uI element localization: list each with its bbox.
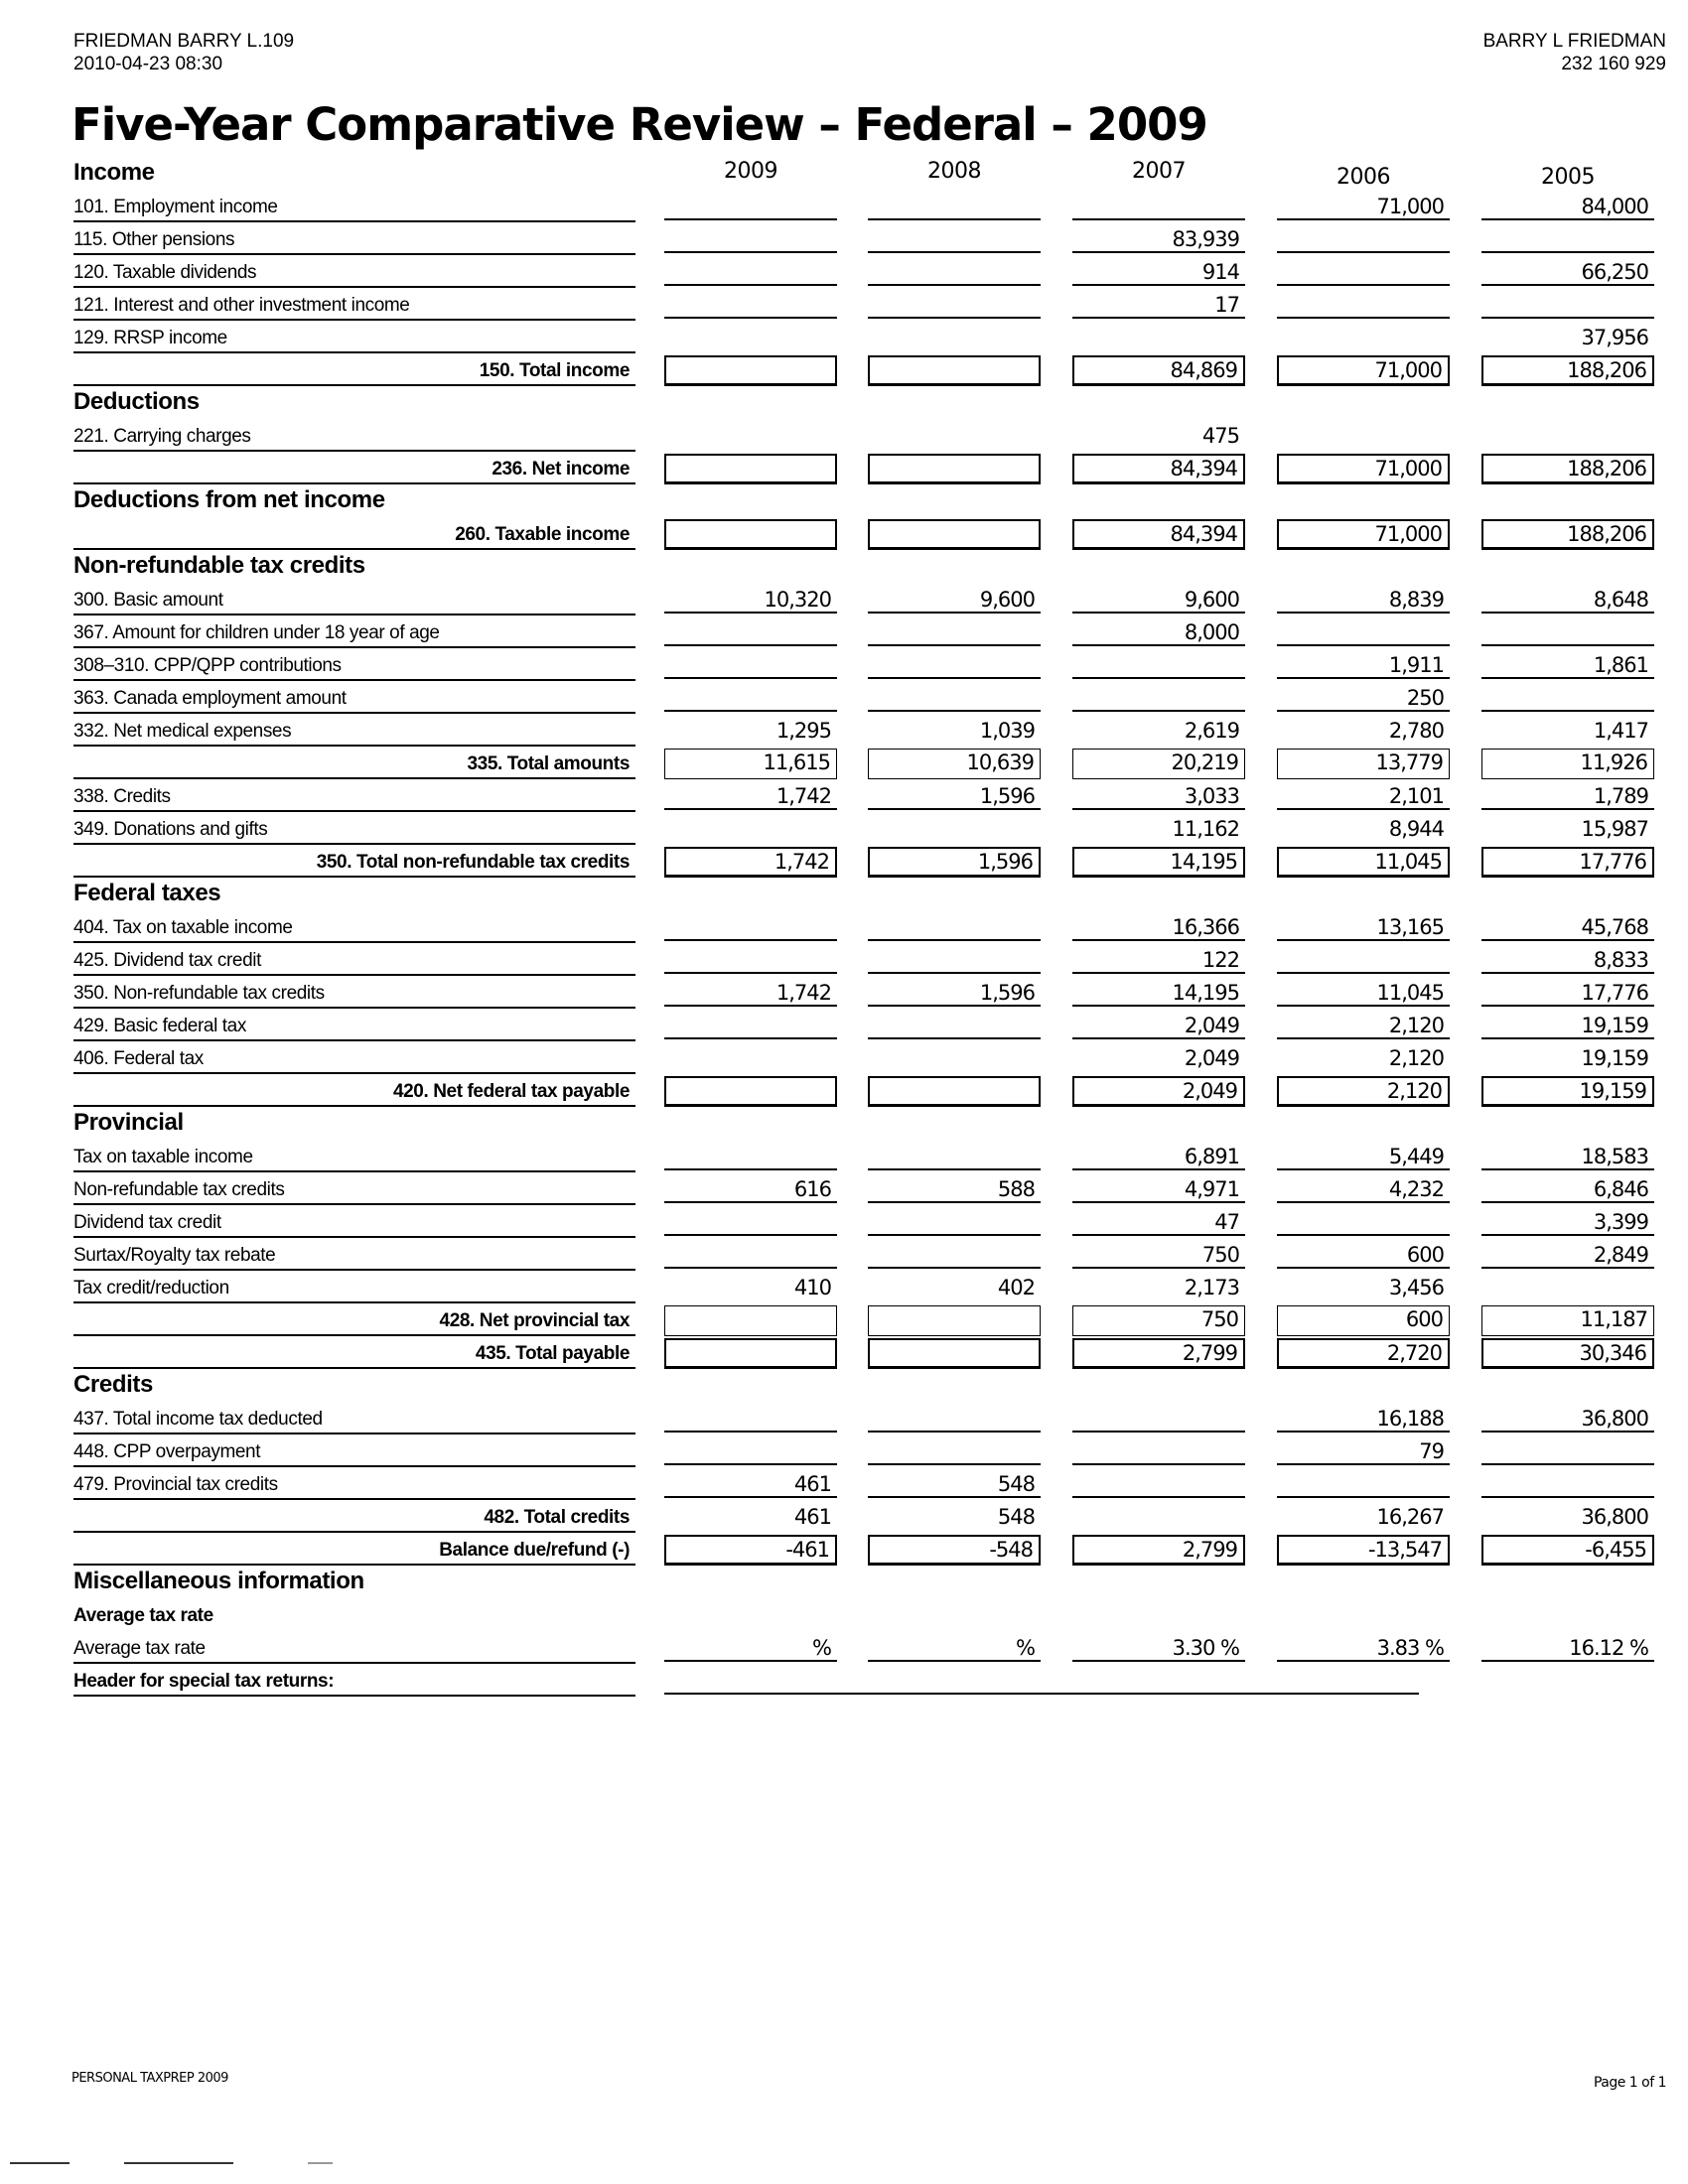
value-cell-2006: 2,101	[1277, 783, 1450, 810]
value-cell-2005: 18,583	[1481, 1144, 1654, 1170]
value-cell-2006: 79	[1277, 1438, 1450, 1465]
value-cell-2007: 914	[1072, 259, 1245, 286]
row-label: 300. Basic amount	[73, 589, 635, 615]
comparative-table	[73, 157, 1670, 1697]
value-cell-2007: 2,173	[1184, 1276, 1239, 1299]
value-cell-2006	[1277, 619, 1450, 646]
value-cell-2005	[1481, 1275, 1654, 1301]
value-cell-2007: 2,799	[1072, 1535, 1245, 1566]
value-cell-2006: 1,911	[1277, 652, 1450, 679]
value-cell-2009	[664, 1305, 837, 1336]
table-row	[73, 222, 1670, 255]
value-cell-2009: 461	[664, 1471, 837, 1498]
value-cell-2005: 1,789	[1481, 783, 1654, 810]
row-label: Dividend tax credit	[73, 1211, 635, 1238]
value-cell-2007: 16,366	[1072, 914, 1245, 941]
value-cell-2006: 13,165	[1277, 914, 1450, 941]
value-cell-2007	[1072, 1471, 1245, 1498]
table-row	[73, 517, 1670, 550]
value-cell-2005: 188,206	[1481, 355, 1654, 386]
row-label: 367. Amount for children under 18 year of age	[73, 621, 635, 648]
value-cell-2008: 1,596	[868, 847, 1041, 878]
table-row	[73, 1533, 1670, 1566]
section-heading	[73, 484, 1670, 517]
row-label: 350. Non-refundable tax credits	[73, 982, 635, 1009]
value-cell-2009	[664, 194, 837, 220]
table-row	[73, 1336, 1670, 1369]
value-cell-2008	[868, 1076, 1041, 1107]
value-cell-2007	[1072, 1438, 1245, 1465]
row-label: 435. Total payable	[73, 1342, 635, 1369]
value-cell-2006	[1277, 423, 1450, 450]
value-cell-2009	[664, 226, 837, 253]
value-cell-2008	[868, 519, 1041, 550]
table-row	[73, 1271, 1670, 1303]
value-cell-2005	[1481, 619, 1654, 646]
value-cell-2007: 47	[1072, 1209, 1245, 1236]
value-cell-2007: 122	[1072, 947, 1245, 974]
value-cell-2006: 16,188	[1277, 1406, 1450, 1433]
value-cell-2008	[868, 1305, 1041, 1336]
value-cell-2005: 37,956	[1581, 326, 1648, 349]
value-cell-2005: 188,206	[1481, 454, 1654, 484]
value-cell-2006: 2,120	[1277, 1013, 1450, 1039]
table-row	[73, 1074, 1670, 1107]
value-cell-2008: 548	[868, 1471, 1041, 1498]
value-cell-2009	[664, 519, 837, 550]
row-label: 404. Tax on taxable income	[73, 916, 635, 943]
file-header	[73, 30, 294, 75]
taxpayer-sin: 232 160 929	[1561, 54, 1666, 74]
section-heading	[73, 1566, 1670, 1598]
value-cell-2006	[1277, 259, 1450, 286]
row-label: 363. Canada employment amount	[73, 687, 635, 714]
table-row	[73, 1172, 1670, 1205]
value-cell-2007: 83,939	[1072, 226, 1245, 253]
value-cell-2009	[664, 1013, 837, 1039]
value-cell-2009	[664, 1144, 837, 1170]
value-cell-2006: 13,779	[1277, 749, 1450, 779]
table-row	[73, 910, 1670, 943]
section-heading	[73, 1107, 1670, 1140]
value-cell-2007: 2,049	[1184, 1046, 1239, 1070]
value-cell-2006: 8,839	[1277, 587, 1450, 614]
value-cell-2005: 17,776	[1481, 847, 1654, 878]
value-cell-2006: 16,267	[1376, 1505, 1444, 1529]
value-cell-2005: 15,987	[1581, 817, 1648, 841]
value-cell-2006: 71,000	[1277, 355, 1450, 386]
file-id: FRIEDMAN BARRY L.109	[73, 31, 295, 52]
value-cell-2008	[868, 292, 1041, 319]
value-cell-2005: 11,926	[1481, 749, 1654, 779]
scan-artifacts	[10, 2162, 328, 2164]
value-cell-2005: 3,399	[1481, 1209, 1654, 1236]
value-cell-2006: 2,780	[1388, 719, 1444, 743]
year-column-header: 2006	[1336, 165, 1390, 190]
value-cell-2008	[868, 652, 1041, 679]
value-cell-2006: 250	[1277, 685, 1450, 712]
table-row	[73, 583, 1670, 615]
row-label: 115. Other pensions	[73, 228, 635, 255]
value-cell-2009: 10,320	[664, 587, 837, 614]
table-row	[73, 779, 1670, 812]
table-row	[73, 1009, 1670, 1041]
row-label: 425. Dividend tax credit	[73, 949, 635, 976]
value-cell-2005: 45,768	[1481, 914, 1654, 941]
value-cell-2009	[664, 259, 837, 286]
value-cell-2005: 19,159	[1581, 1046, 1648, 1070]
section-heading-label: Provincial	[73, 1109, 184, 1136]
value-cell-2008: %	[868, 1635, 1041, 1662]
value-cell-2005	[1481, 226, 1654, 253]
value-cell-2007: 3.30 %	[1072, 1635, 1245, 1662]
year-column-header: 2009	[724, 159, 777, 184]
value-cell-2008	[868, 1438, 1041, 1465]
year-column-header: 2007	[1132, 159, 1186, 184]
value-cell-2005: 1,861	[1481, 652, 1654, 679]
value-cell-2008: 10,639	[868, 749, 1041, 779]
section-heading-label: Non-refundable tax credits	[73, 552, 365, 579]
value-cell-2008	[868, 423, 1041, 450]
table-row	[73, 943, 1670, 976]
section-heading-label: Deductions	[73, 388, 200, 415]
row-label: 236. Net income	[73, 458, 635, 484]
value-cell-2009: 1,742	[664, 980, 837, 1007]
row-label: Average tax rate	[73, 1605, 213, 1626]
value-cell-2007	[1072, 1406, 1245, 1433]
value-cell-2007: 2,799	[1072, 1338, 1245, 1369]
value-cell-2009: 410	[793, 1276, 831, 1299]
value-cell-2007: 84,869	[1072, 355, 1245, 386]
value-cell-2005: 8,833	[1481, 947, 1654, 974]
value-cell-2008	[868, 816, 1041, 843]
table-row	[73, 353, 1670, 386]
value-cell-2006	[1277, 947, 1450, 974]
table-row	[73, 1303, 1670, 1336]
value-cell-2009	[664, 454, 837, 484]
table-row	[73, 1598, 1670, 1631]
value-cell-2009	[664, 325, 837, 351]
row-label: 101. Employment income	[73, 196, 635, 222]
value-cell-2007: 14,195	[1072, 980, 1245, 1007]
row-label: 479. Provincial tax credits	[73, 1473, 635, 1500]
table-row	[73, 648, 1670, 681]
value-cell-2008: -548	[868, 1535, 1041, 1566]
value-cell-2008	[868, 1406, 1041, 1433]
value-cell-2009	[664, 1076, 837, 1107]
row-label: 349. Donations and gifts	[73, 818, 635, 845]
value-cell-2006: 71,000	[1277, 194, 1450, 220]
value-cell-2007: 14,195	[1072, 847, 1245, 878]
value-cell-2008	[868, 947, 1041, 974]
value-cell-2005: 66,250	[1481, 259, 1654, 286]
value-cell-2008: 1,596	[868, 783, 1041, 810]
table-row	[73, 1238, 1670, 1271]
value-cell-2008	[868, 685, 1041, 712]
row-label: Header for special tax returns:	[73, 1670, 635, 1697]
value-cell-2009: -461	[664, 1535, 837, 1566]
section-heading-label: Federal taxes	[73, 880, 221, 906]
table-row	[73, 419, 1670, 452]
table-row	[73, 747, 1670, 779]
value-cell-2009	[664, 914, 837, 941]
section-heading-label: Income	[73, 159, 155, 186]
value-cell-2008	[868, 1013, 1041, 1039]
value-cell-2007	[1072, 652, 1245, 679]
value-cell-2009: 1,742	[664, 783, 837, 810]
table-row	[73, 1500, 1670, 1533]
section-heading	[73, 1369, 1670, 1402]
value-cell-2007: 750	[1072, 1305, 1245, 1336]
value-cell-2009	[664, 947, 837, 974]
print-datetime: 2010-04-23 08:30	[73, 54, 223, 74]
value-cell-2009	[664, 1045, 837, 1072]
value-cell-2007	[1072, 194, 1245, 220]
value-cell-2005: 30,346	[1481, 1338, 1654, 1369]
value-cell-2005: 6,846	[1481, 1176, 1654, 1203]
table-row	[73, 615, 1670, 648]
value-cell-2006	[1277, 325, 1450, 351]
value-cell-2009	[664, 652, 837, 679]
special-returns-field-line	[664, 1693, 1419, 1695]
section-heading	[73, 550, 1670, 583]
value-cell-2006: 2,120	[1277, 1076, 1450, 1107]
table-row	[73, 681, 1670, 714]
value-cell-2006	[1277, 1209, 1450, 1236]
table-row	[73, 1434, 1670, 1467]
section-heading-label: Miscellaneous information	[73, 1568, 364, 1594]
section-heading	[73, 386, 1670, 419]
value-cell-2009	[664, 1338, 837, 1369]
value-cell-2009	[664, 423, 837, 450]
value-cell-2007	[1072, 1504, 1245, 1531]
row-label: Balance due/refund (-)	[73, 1539, 635, 1566]
row-label: 335. Total amounts	[73, 752, 635, 779]
value-cell-2009	[664, 1438, 837, 1465]
value-cell-2008	[868, 1338, 1041, 1369]
value-cell-2009	[664, 619, 837, 646]
value-cell-2006: 11,045	[1277, 847, 1450, 878]
year-column-header: 2005	[1541, 165, 1595, 190]
value-cell-2005	[1481, 423, 1654, 450]
value-cell-2009: 11,615	[664, 749, 837, 779]
value-cell-2007: 3,033	[1072, 783, 1245, 810]
row-label: 121. Interest and other investment income	[73, 294, 635, 321]
value-cell-2008: 1,596	[868, 980, 1041, 1007]
row-label: Tax credit/reduction	[73, 1277, 635, 1303]
value-cell-2008	[868, 1242, 1041, 1269]
value-cell-2008	[868, 325, 1041, 351]
value-cell-2006: 11,045	[1277, 980, 1450, 1007]
table-row	[73, 321, 1670, 353]
value-cell-2006	[1277, 1471, 1450, 1498]
value-cell-2008	[868, 194, 1041, 220]
value-cell-2006: 71,000	[1277, 454, 1450, 484]
value-cell-2009	[664, 816, 837, 843]
value-cell-2006: 600	[1277, 1242, 1450, 1269]
value-cell-2008: 402	[997, 1276, 1035, 1299]
report-title: Five-Year Comparative Review – Federal – 2009	[71, 98, 1207, 151]
value-cell-2005: 11,187	[1481, 1305, 1654, 1336]
value-cell-2005: 17,776	[1481, 980, 1654, 1007]
table-row	[73, 1467, 1670, 1500]
table-row	[73, 812, 1670, 845]
table-row	[73, 1041, 1670, 1074]
row-label: 350. Total non-refundable tax credits	[73, 851, 635, 878]
value-cell-2006	[1277, 292, 1450, 319]
value-cell-2006: 4,232	[1277, 1176, 1450, 1203]
value-cell-2007: 17	[1072, 292, 1245, 319]
row-label: 120. Taxable dividends	[73, 261, 635, 288]
value-cell-2006: 8,944	[1388, 817, 1444, 841]
value-cell-2005: 8,648	[1481, 587, 1654, 614]
value-cell-2008	[868, 1144, 1041, 1170]
value-cell-2005	[1481, 685, 1654, 712]
value-cell-2009: 461	[793, 1505, 831, 1529]
value-cell-2007: 475	[1201, 424, 1239, 448]
value-cell-2005: 36,800	[1481, 1406, 1654, 1433]
table-row	[73, 976, 1670, 1009]
taxpayer-name: BARRY L FRIEDMAN	[1482, 31, 1666, 52]
value-cell-2007	[1072, 685, 1245, 712]
value-cell-2005	[1481, 1471, 1654, 1498]
value-cell-2008	[868, 454, 1041, 484]
table-row	[73, 1140, 1670, 1172]
value-cell-2005: 188,206	[1481, 519, 1654, 550]
value-cell-2007	[1072, 325, 1245, 351]
row-label: 437. Total income tax deducted	[73, 1408, 635, 1434]
row-label: 406. Federal tax	[73, 1047, 635, 1074]
value-cell-2006	[1277, 226, 1450, 253]
table-row	[73, 845, 1670, 878]
value-cell-2007: 84,394	[1072, 519, 1245, 550]
value-cell-2005: 2,849	[1481, 1242, 1654, 1269]
value-cell-2007: 4,971	[1072, 1176, 1245, 1203]
value-cell-2008: 9,600	[868, 587, 1041, 614]
value-cell-2007: 9,600	[1072, 587, 1245, 614]
value-cell-2009	[664, 1406, 837, 1433]
section-heading	[73, 157, 1670, 190]
section-heading-label: Deductions from net income	[73, 486, 385, 513]
value-cell-2005: -6,455	[1481, 1535, 1654, 1566]
row-label: 308–310. CPP/QPP contributions	[73, 654, 635, 681]
table-row	[73, 1205, 1670, 1238]
table-row	[73, 288, 1670, 321]
row-label: Surtax/Royalty tax rebate	[73, 1244, 635, 1271]
value-cell-2009: 616	[664, 1176, 837, 1203]
value-cell-2006: 3,456	[1388, 1276, 1444, 1299]
table-row	[73, 452, 1670, 484]
value-cell-2008	[868, 1209, 1041, 1236]
row-label: 332. Net medical expenses	[73, 720, 635, 747]
value-cell-2008	[868, 355, 1041, 386]
taxpayer-header	[1483, 30, 1666, 75]
value-cell-2005: 84,000	[1481, 194, 1654, 220]
value-cell-2008: 548	[997, 1505, 1035, 1529]
row-label: Tax on taxable income	[73, 1146, 635, 1172]
table-row	[73, 1402, 1670, 1434]
value-cell-2005: 19,159	[1481, 1076, 1654, 1107]
software-name: PERSONAL TAXPREP 2009	[71, 2071, 228, 2086]
row-label: 338. Credits	[73, 785, 635, 812]
value-cell-2007: 8,000	[1072, 619, 1245, 646]
page-number: Page 1 of 1	[1593, 2075, 1666, 2091]
value-cell-2007: 2,049	[1072, 1076, 1245, 1107]
value-cell-2009: %	[664, 1635, 837, 1662]
value-cell-2009	[664, 685, 837, 712]
value-cell-2009: 1,742	[664, 847, 837, 878]
value-cell-2007: 750	[1072, 1242, 1245, 1269]
value-cell-2005	[1481, 1438, 1654, 1465]
value-cell-2009	[664, 355, 837, 386]
value-cell-2009	[664, 292, 837, 319]
value-cell-2007: 2,619	[1184, 719, 1239, 743]
section-heading-label: Credits	[73, 1371, 153, 1398]
value-cell-2006: -13,547	[1277, 1535, 1450, 1566]
value-cell-2008	[868, 226, 1041, 253]
table-row	[73, 1631, 1670, 1664]
value-cell-2005: 16.12 %	[1481, 1635, 1654, 1662]
value-cell-2006: 2,720	[1277, 1338, 1450, 1369]
value-cell-2008	[868, 1045, 1041, 1072]
row-label: 428. Net provincial tax	[73, 1309, 635, 1336]
table-row	[73, 714, 1670, 747]
table-row	[73, 255, 1670, 288]
table-row	[73, 1664, 1670, 1697]
value-cell-2009	[664, 1242, 837, 1269]
value-cell-2005: 19,159	[1481, 1013, 1654, 1039]
value-cell-2007: 11,162	[1172, 817, 1239, 841]
value-cell-2006: 71,000	[1277, 519, 1450, 550]
value-cell-2008: 1,039	[979, 719, 1035, 743]
row-label: 221. Carrying charges	[73, 425, 635, 452]
value-cell-2008	[868, 259, 1041, 286]
value-cell-2008: 588	[868, 1176, 1041, 1203]
value-cell-2006: 5,449	[1277, 1144, 1450, 1170]
year-column-header: 2008	[927, 159, 981, 184]
value-cell-2008	[868, 619, 1041, 646]
row-label: 448. CPP overpayment	[73, 1440, 635, 1467]
table-row	[73, 190, 1670, 222]
value-cell-2005: 36,800	[1581, 1505, 1648, 1529]
row-label: 129. RRSP income	[73, 327, 635, 353]
value-cell-2007: 2,049	[1072, 1013, 1245, 1039]
value-cell-2005	[1481, 292, 1654, 319]
value-cell-2007: 20,219	[1072, 749, 1245, 779]
value-cell-2006: 2,120	[1388, 1046, 1444, 1070]
section-heading	[73, 878, 1670, 910]
value-cell-2009: 1,295	[775, 719, 831, 743]
value-cell-2007: 6,891	[1072, 1144, 1245, 1170]
row-label: 260. Taxable income	[73, 523, 635, 550]
row-label: Average tax rate	[73, 1637, 635, 1664]
value-cell-2007: 84,394	[1072, 454, 1245, 484]
row-label: 150. Total income	[73, 359, 635, 386]
row-label: 420. Net federal tax payable	[73, 1080, 635, 1107]
value-cell-2008	[868, 914, 1041, 941]
row-label: Non-refundable tax credits	[73, 1178, 635, 1205]
value-cell-2009	[664, 1209, 837, 1236]
row-label: 429. Basic federal tax	[73, 1015, 635, 1041]
value-cell-2006: 600	[1277, 1305, 1450, 1336]
row-label: 482. Total credits	[73, 1506, 635, 1533]
value-cell-2006: 3.83 %	[1277, 1635, 1450, 1662]
value-cell-2005: 1,417	[1593, 719, 1648, 743]
